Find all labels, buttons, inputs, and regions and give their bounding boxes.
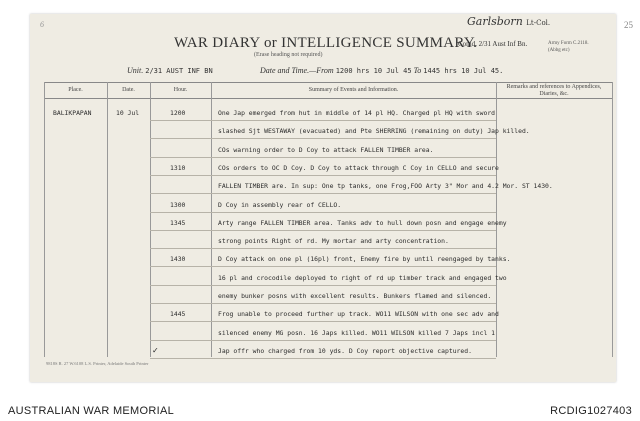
page-title: WAR DIARY or INTELLIGENCE SUMMARY. xyxy=(174,35,478,51)
row-rule xyxy=(150,175,496,176)
entry-hour: 1345 xyxy=(170,219,186,227)
column-header-summary: Summary of Events and Information. xyxy=(308,87,399,93)
to-label: To xyxy=(413,66,422,75)
entry-hour: 1430 xyxy=(170,255,186,263)
row-rule xyxy=(150,266,496,267)
handwritten-signature xyxy=(467,15,550,28)
row-rule xyxy=(150,303,496,304)
column-divider xyxy=(211,82,212,357)
army-form-label xyxy=(548,40,608,54)
entry-text: COs orders to OC D Coy. D Coy to attack through C Coy in CELLO and secure xyxy=(218,164,499,172)
entry-text: D Coy attack on one pl (16pl) front, Enemy fire by until reengaged by tanks. xyxy=(218,255,511,263)
from-value: 1200 hrs 10 Jul 45 xyxy=(335,67,412,75)
entry-text: Jap offr who charged from 10 yds. D Coy report objective captured. xyxy=(218,347,472,355)
army-form-note: (Abbg etc) xyxy=(548,48,570,53)
row-rule xyxy=(150,285,496,286)
entry-hour: 1200 xyxy=(170,109,186,117)
table-border-right xyxy=(612,82,613,357)
table-header-rule xyxy=(44,98,612,99)
tick-mark: ✓ xyxy=(152,346,159,355)
entry-hour: 1445 xyxy=(170,310,186,318)
column-divider xyxy=(107,82,108,357)
date-label: Date and Time.—From xyxy=(260,66,334,75)
row-rule xyxy=(150,358,496,359)
entry-text: D Coy in assembly rear of CELLO. xyxy=(218,201,342,209)
entry-text: COs warning order to D Coy to attack FALLEN TIMBER area. xyxy=(218,146,434,154)
row-rule xyxy=(150,138,496,139)
archive-reference: RCDIG1027403 xyxy=(550,405,632,417)
row-rule xyxy=(150,157,496,158)
entry-text: One Jap emerged from hut in middle of 14 pl HQ. Charged pl HQ with sword xyxy=(218,109,496,117)
entry-date: 10 Jul xyxy=(116,109,140,117)
entry-place: BALIKPAPAN xyxy=(53,109,92,117)
unit-field xyxy=(127,66,213,75)
row-rule xyxy=(150,212,496,213)
row-rule xyxy=(150,248,496,249)
page-subtitle: (Erase heading not required) xyxy=(254,52,323,58)
handwritten-name: Garlsborn xyxy=(467,15,523,28)
unit-value: 2/31 AUST INF BN xyxy=(145,67,213,75)
row-rule xyxy=(150,340,496,341)
to-value: 1445 hrs 10 Jul 45. xyxy=(423,67,504,75)
rank-suffix: Lt-Col. xyxy=(526,19,551,27)
row-rule xyxy=(150,193,496,194)
entry-text: strong points Right of rd. My mortar and arty concentration. xyxy=(218,237,449,245)
archive-credit: AUSTRALIAN WAR MEMORIAL xyxy=(8,405,175,417)
entry-text: enemy bunker posns with excellent results. Bunkers flamed and silenced. xyxy=(218,292,492,300)
table-top-rule xyxy=(44,82,612,83)
page-number: 25 xyxy=(624,20,633,30)
entry-text: Arty range FALLEN TIMBER area. Tanks adv to hull down posn and engage enemy xyxy=(218,219,507,227)
army-form-number: Army Form C.2118. xyxy=(548,41,589,46)
column-header-remarks: Remarks and references to Appendices, Diaries, &c. xyxy=(506,84,602,97)
entry-hour: 1310 xyxy=(170,164,186,172)
row-rule xyxy=(150,321,496,322)
entry-text: FALLEN TIMBER are. In sup: One tp tanks, one Frog,FOO Arty 3" Mor and 4.2 Mor. ST 1430. xyxy=(218,182,553,190)
entry-hour: 1300 xyxy=(170,201,186,209)
command-line: Comd, 2/31 Aust Inf Bn. xyxy=(458,40,528,48)
printer-imprint: 9818S R. 27 W.6108 L.S. Printer, Adelaide South Printer xyxy=(46,361,149,366)
column-divider xyxy=(150,82,151,357)
date-time-field xyxy=(260,66,503,75)
row-rule xyxy=(150,230,496,231)
row-rule xyxy=(150,120,496,121)
column-header-place: Place. xyxy=(68,87,83,93)
unit-label: Unit. xyxy=(127,66,144,75)
entry-text: 16 pl and crocodile deployed to right of rd up timber track and engaged two xyxy=(218,274,507,282)
column-header-date: Date. xyxy=(122,87,135,93)
corner-mark: 6 xyxy=(40,20,44,29)
table-border-left xyxy=(44,82,45,357)
column-header-hour: Hour. xyxy=(173,87,188,93)
entry-text: Frog unable to proceed further up track. WO11 WILSON with one sec adv and xyxy=(218,310,499,318)
entry-text: silenced enemy MG posn. 16 Japs killed. WO11 WILSON killed 7 Japs incl 1 xyxy=(218,329,496,337)
entry-text: slashed Sjt WESTAWAY (evacuated) and Pte SHERRING (remaining on duty) Jap killed. xyxy=(218,127,530,135)
